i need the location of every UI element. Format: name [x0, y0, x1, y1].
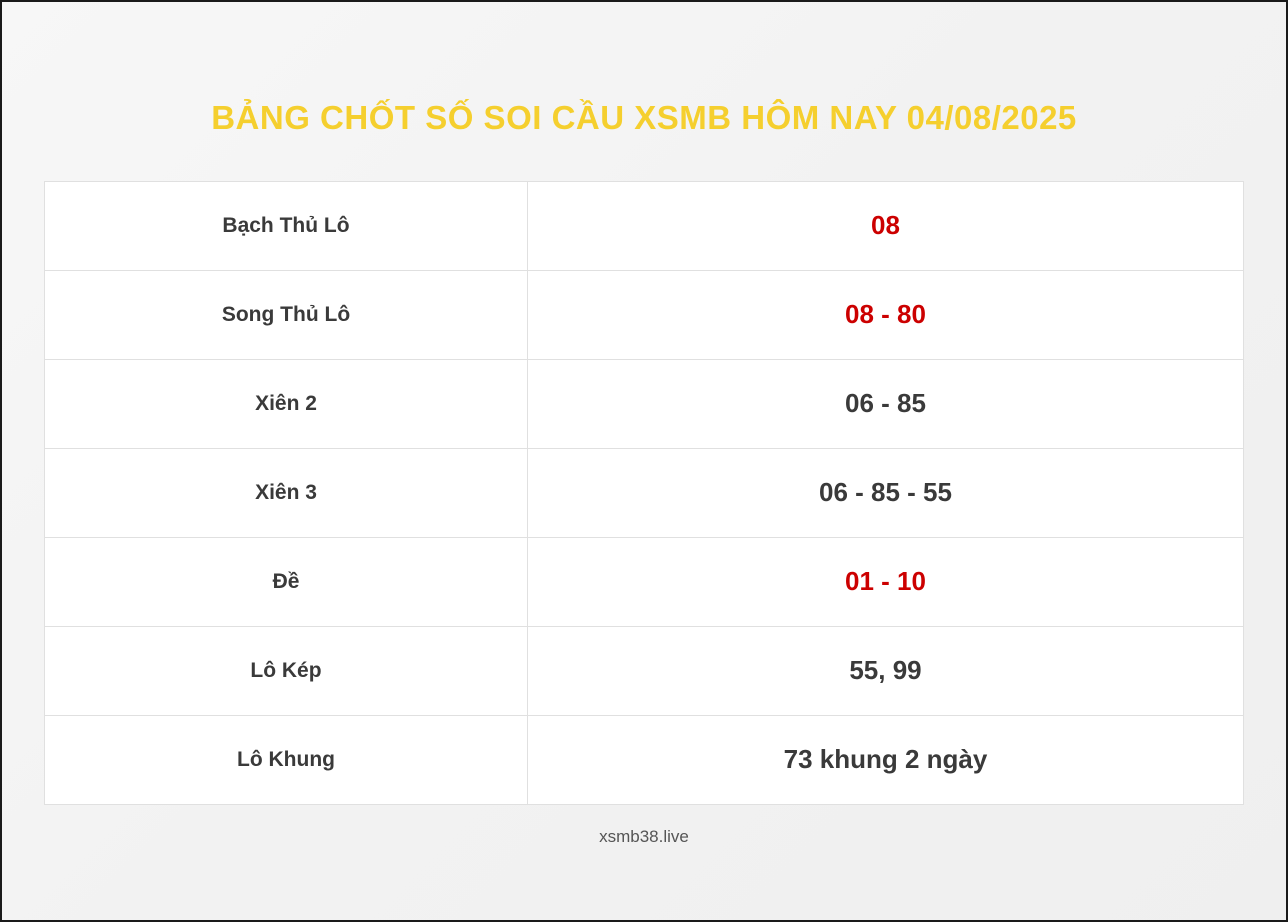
table-row [45, 359, 1244, 448]
table-row [45, 715, 1244, 804]
row-label: Đề [45, 537, 528, 626]
row-label: Song Thủ Lô [45, 270, 528, 359]
row-value: 06 - 85 - 55 [528, 448, 1244, 537]
table-row [45, 270, 1244, 359]
row-value: 73 khung 2 ngày [528, 715, 1244, 804]
row-label: Lô Khung [45, 715, 528, 804]
row-value: 08 [528, 181, 1244, 270]
chot-so-table [44, 181, 1244, 805]
row-label: Xiên 2 [45, 359, 528, 448]
row-label: Xiên 3 [45, 448, 528, 537]
row-value: 06 - 85 [528, 359, 1244, 448]
table-row [45, 448, 1244, 537]
row-value: 55, 99 [528, 626, 1244, 715]
chot-so-table-wrapper [44, 181, 1244, 805]
table-row [45, 626, 1244, 715]
table-row [45, 537, 1244, 626]
row-value: 08 - 80 [528, 270, 1244, 359]
table-body [45, 181, 1244, 804]
row-value: 01 - 10 [528, 537, 1244, 626]
site-watermark: xsmb38.live [599, 827, 689, 846]
table-row [45, 181, 1244, 270]
row-label: Lô Kép [45, 626, 528, 715]
row-label: Bạch Thủ Lô [45, 181, 528, 270]
page-title: BẢNG CHỐT SỐ SOI CẦU XSMB HÔM NAY 04/08/2025 [211, 99, 1077, 136]
